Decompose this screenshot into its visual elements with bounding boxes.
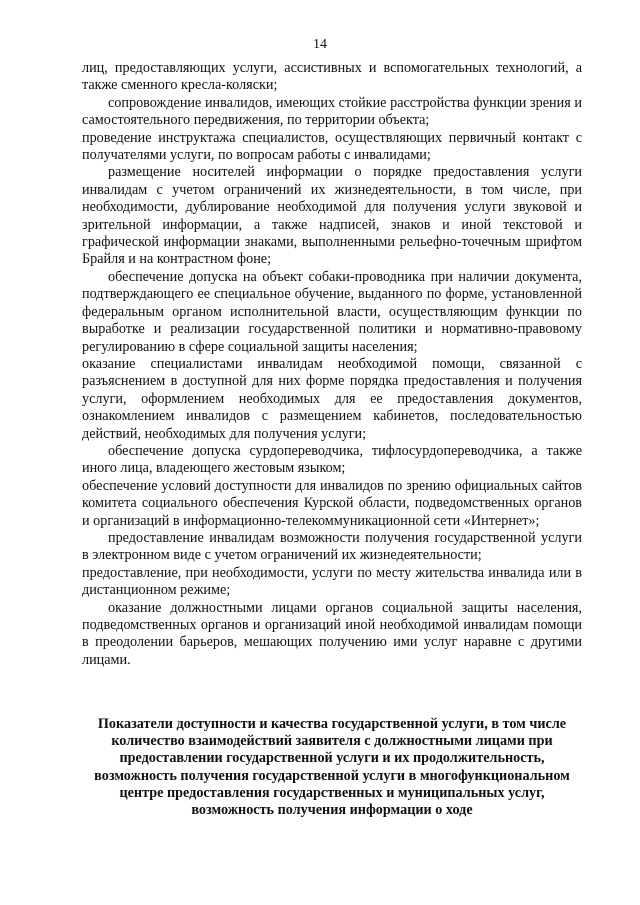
body-text	[82, 60, 582, 669]
page-number: 14	[313, 37, 327, 52]
paragraph: оказание специалистами инвалидам необходимой помощи, связанной с разъяснением в доступной для них форме порядка предоставления и получения услуги, оформлением необходимых для ее предоставления документов, ознакомлением инвалидов с размещением кабинетов, последовательностью действий, необходимых для получения услуги;	[82, 355, 582, 442]
paragraph: оказание должностными лицами органов социальной защиты населения, подведомственных органов и организаций иной необходимой инвалидам помощи в преодолении барьеров, мешающих получению ими услуг наравне с другими лицами.	[82, 599, 582, 668]
paragraph: лиц, предоставляющих услуги, ассистивных и вспомогательных технологий, а также сменного кресла-коляски;	[82, 60, 582, 94]
paragraph: обеспечение допуска сурдопереводчика, тифлосурдопереводчика, а также иного лица, владеющего жестовым языком;	[82, 442, 582, 477]
paragraph: сопровождение инвалидов, имеющих стойкие расстройства функции зрения и самостоятельного передвижения, по территории объекта;	[82, 94, 582, 129]
section-heading: Показатели доступности и качества государственной услуги, в том числе количество взаимодействий заявителя с должностными лицами при предоставлении государственной услуги и их продолжительность, возможность получения государственной услуги в многофункциональном центре предоставления государственных и муниципальных услуг, возможность получения информации о ходе	[94, 716, 570, 819]
paragraph: обеспечение условий доступности для инвалидов по зрению официальных сайтов комитета социального обеспечения Курской области, подведомственных органов и организаций в информационно-телекоммуникационной сети «Интернет»;	[82, 477, 582, 529]
paragraph: обеспечение допуска на объект собаки-проводника при наличии документа, подтверждающего ее специальное обучение, выданного по форме, установленной федеральным органом исполнительной власти, осуществляющим функции по выработке и реализации государственной политики и нормативно-правовому регулированию в сфере социальной защиты населения;	[82, 268, 582, 355]
paragraph: предоставление инвалидам возможности получения государственной услуги в электронном виде с учетом ограничений их жизнедеятельности;	[82, 529, 582, 564]
paragraph: размещение носителей информации о порядке предоставления услуги инвалидам с учетом ограничений их жизнедеятельности, в том числе, при необходимости, дублирование необходимой для получения услуги звуковой и зрительной информации, а также надписей, знаков и иной текстовой и графической информации знаками, выполненными рельефно-точечным шрифтом Брайля и на контрастном фоне;	[82, 164, 582, 268]
paragraph: проведение инструктажа специалистов, осуществляющих первичный контакт с получателями услуги, по вопросам работы с инвалидами;	[82, 129, 582, 164]
paragraph: предоставление, при необходимости, услуги по месту жительства инвалида или в дистанционном режиме;	[82, 564, 582, 599]
